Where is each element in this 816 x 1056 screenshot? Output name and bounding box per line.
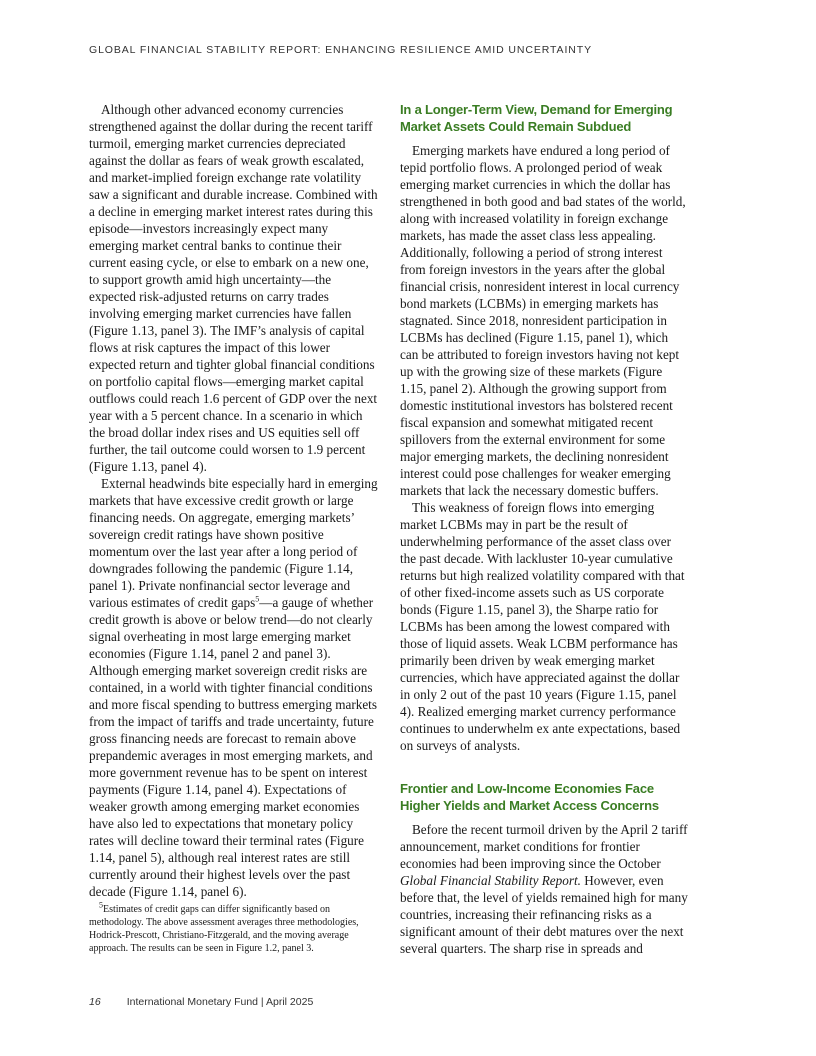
running-header: GLOBAL FINANCIAL STABILITY REPORT: ENHANCING RESILIENCE AMID UNCERTAINTY (89, 44, 592, 56)
paragraph-text: —a gauge of whether credit growth is above or below trend—do not clearly signal overheating in most large emerging market economies (Figure 1.14, panel 2 and panel 3). Although emerging market sovereign credit risks are contained, in a world with tighter financial conditions and more fiscal spending to buttress emerging markets from the impact of tariffs and trade uncertainty, future gross financing needs are forecast to remain above prepandemic averages in most emerging markets, and more government revenue has to be spent on interest payments (Figure 1.14, panel 4). Expectations of weaker growth among emerging market economies have also led to expectations that monetary policy rates will decline toward their terminal rates (Figure 1.14, panel 5), although real interest rates are still currently around their highest levels over the past decade (Figure 1.14, panel 6). (89, 595, 377, 899)
footnote-marker: 5 (99, 900, 103, 910)
paragraph-text: However, even before that, the level of yields remained high for many countries, increasing their refinancing risks as a significant amount of their debt matures over the next several quarters. The sharp rise in spreads and (400, 873, 688, 956)
right-column (400, 101, 689, 957)
report-title-italic: Global Financial Stability Report. (400, 873, 581, 888)
paragraph-text: External headwinds bite especially hard in emerging markets that have excessive credit growth or large financing needs. On aggregate, emerging markets’ sovereign credit ratings have shown positive momentum over the last year after a long period of downgrades following the pandemic (Figure 1.14, panel 1). Private nonfinancial sector leverage and various estimates of credit gaps (89, 476, 378, 610)
body-paragraph: This weakness of foreign flows into emerging market LCBMs may in part be the result of underwhelming performance of the asset class over the past decade. With lackluster 10-year cumulative returns but high realized volatility compared with that of other fixed-income assets such as US corporate bonds (Figure 1.15, panel 3), the Sharpe ratio for LCBMs has been among the lowest compared with those of liquid assets. Weak LCBM performance has primarily been driven by weak emerging market currencies, which have appreciated against the dollar in only 2 out of the past 10 years (Figure 1.15, panel 4). Realized emerging market currency performance continues to underwhelm ex ante expectations, based on surveys of analysts. (400, 500, 685, 753)
publication-info: International Monetary Fund | April 2025 (126, 996, 314, 1008)
page-number: 16 (89, 996, 101, 1008)
body-paragraph: Emerging markets have endured a long period of tepid portfolio flows. A prolonged period of weak emerging market currencies in which the dollar has strengthened in both good and bad states of the world, along with increased volatility in foreign exchange markets, has made the asset class less appealing. Additionally, following a period of strong interest from foreign investors in the years after the global financial crisis, nonresident interest in local currency bond markets (LCBMs) in emerging markets has stagnated. Since 2018, nonresident participation in LCBMs has declined (Figure 1.15, panel 1), which can be attributed to foreign investors having not kept up with the growing size of these markets (Figure 1.15, panel 2). Although the growing support from domestic institutional investors has bolstered recent fiscal expansion and somewhat mitigated recent spillovers from the external environment for some major emerging markets, the declining nonresident interest could pose challenges for weaker emerging markets that lack the necessary domestic buffers. (400, 143, 686, 498)
body-paragraph: Although other advanced economy currencies strengthened against the dollar during the recent tariff turmoil, emerging market currencies depreciated against the dollar as fears of weak growth escalated, and market-implied foreign exchange rate volatility saw a significant and durable increase. Combined with a decline in emerging market interest rates during this episode—investors increasingly expect many emerging market central banks to continue their current easing cycle, or else to embark on a new one, to support growth amid high uncertainty—the expected risk-adjusted returns on carry trades involving emerging market currencies have fallen (Figure 1.13, panel 3). The IMF’s analysis of capital flows at risk captures the impact of this lower expected return and tighter global financial conditions on portfolio capital flows—emerging market capital outflows could reach 1.6 percent of GDP over the next year with a 5 percent chance. In a scenario in which the broad dollar index rises and US equities sell off further, the tail outcome could worsen to 1.9 percent (Figure 1.13, panel 4). (89, 102, 378, 474)
footnote-reference[interactable]: 5 (255, 594, 260, 604)
section-heading-emerging-market-demand: In a Longer-Term View, Demand for Emerging Market Assets Could Remain Subdued (400, 102, 673, 134)
body-paragraph (400, 821, 689, 957)
page-footer (89, 996, 313, 1008)
section-heading-frontier-economies: Frontier and Low-Income Economies Face Higher Yields and Market Access Concerns (400, 781, 659, 813)
left-column (89, 101, 378, 900)
footnote (89, 900, 378, 955)
paragraph-text: Before the recent turmoil driven by the April 2 tariff announcement, market conditions for frontier economies had been improving since the October (400, 822, 688, 871)
body-paragraph (89, 475, 378, 900)
footnote-text: Estimates of credit gaps can differ significantly based on methodology. The above assessment averages three methodologies, Hodrick-Prescott, Christiano-Fitzgerald, and the moving average approach. The results can be seen in Figure 1.2, panel 3. (89, 904, 359, 954)
